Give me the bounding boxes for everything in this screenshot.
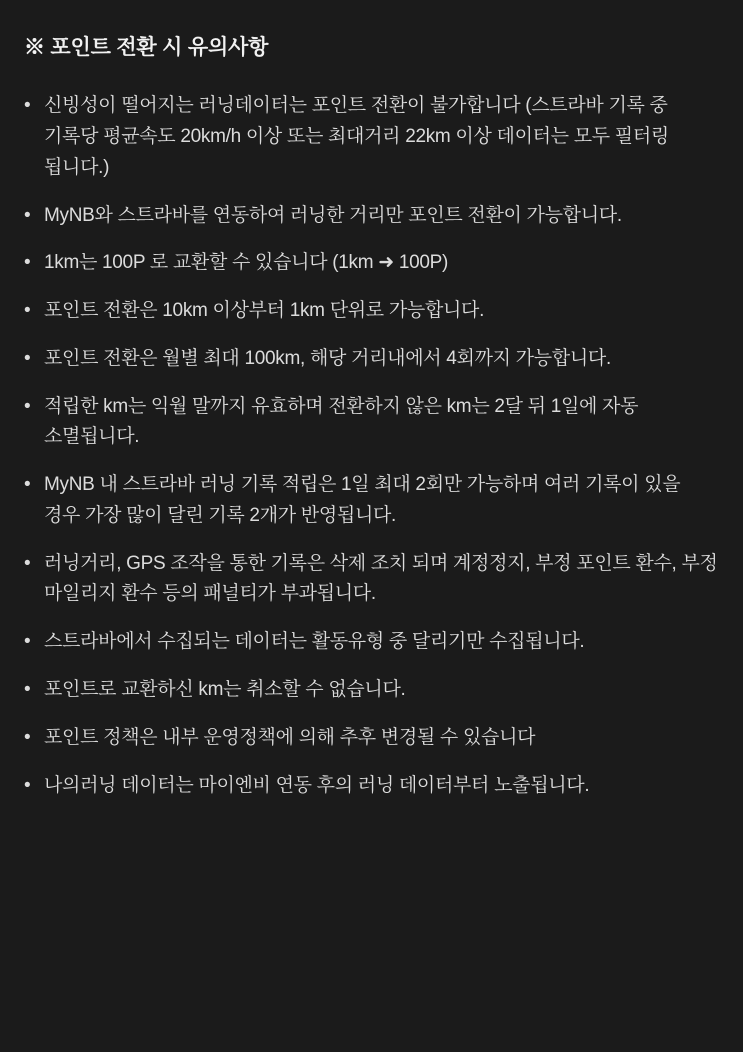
bullet-icon: • <box>24 726 31 748</box>
list-item-text: 1km는 100P 로 교환할 수 있습니다 (1km ➜ 100P) <box>44 252 449 274</box>
list-item-text: 스트라바에서 수집되는 데이터는 활동유형 중 달리기만 수집됩니다. <box>44 631 585 653</box>
list-item <box>22 392 721 454</box>
list-item <box>22 296 721 327</box>
list-item <box>22 627 721 658</box>
bullet-icon: • <box>24 347 31 369</box>
bullet-icon: • <box>24 395 31 417</box>
list-item-text: MyNB와 스트라바를 연동하여 러닝한 거리만 포인트 전환이 가능합니다. <box>44 204 622 226</box>
list-item <box>22 549 721 611</box>
page-title: ※ 포인트 전환 시 유의사항 <box>24 36 269 59</box>
bullet-icon: • <box>24 679 31 701</box>
list-item-text: 포인트 정책은 내부 운영정책에 의해 추후 변경될 수 있습니다 <box>44 726 536 748</box>
list-item-text: 신빙성이 떨어지는 러닝데이터는 포인트 전환이 불가합니다 (스트라바 기록 중 기록당 평균속도 20km/h 이상 또는 최대거리 22km 이상 데이터는 모두 필터링 됩니다.) <box>44 95 669 178</box>
list-item-text: 러닝거리, GPS 조작을 통한 기록은 삭제 조치 되며 계정정지, 부정 포인트 환수, 부정 마일리지 환수 등의 패널티가 부과됩니다. <box>44 552 718 605</box>
list-item-text: MyNB 내 스트라바 러닝 기록 적립은 1일 최대 2회만 가능하며 여러 기록이 있을 경우 가장 많이 달린 기록 2개가 반영됩니다. <box>44 474 681 526</box>
list-item <box>22 248 721 279</box>
bullet-icon: • <box>24 552 31 574</box>
list-item-text: 포인트 전환은 10km 이상부터 1km 단위로 가능합니다. <box>44 300 485 322</box>
list-item <box>22 344 721 375</box>
notice-list <box>22 91 721 801</box>
bullet-icon: • <box>24 474 31 496</box>
list-item <box>22 771 721 802</box>
list-item-text: 포인트로 교환하신 km는 취소할 수 없습니다. <box>44 679 406 701</box>
list-item <box>22 91 721 183</box>
list-item-text: 포인트 전환은 월별 최대 100km, 해당 거리내에서 4회까지 가능합니다. <box>44 347 611 369</box>
bullet-icon: • <box>24 300 31 322</box>
list-item <box>22 675 721 706</box>
bullet-icon: • <box>24 774 31 796</box>
list-item <box>22 723 721 754</box>
list-item-text: 나의러닝 데이터는 마이엔비 연동 후의 러닝 데이터부터 노출됩니다. <box>44 774 590 796</box>
list-item <box>22 470 721 532</box>
bullet-icon: • <box>24 95 31 117</box>
list-item <box>22 201 721 232</box>
bullet-icon: • <box>24 252 31 274</box>
bullet-icon: • <box>24 204 31 226</box>
bullet-icon: • <box>24 631 31 653</box>
list-item-text: 적립한 km는 익월 말까지 유효하며 전환하지 않은 km는 2달 뒤 1일에 자동 소멸됩니다. <box>44 395 639 448</box>
